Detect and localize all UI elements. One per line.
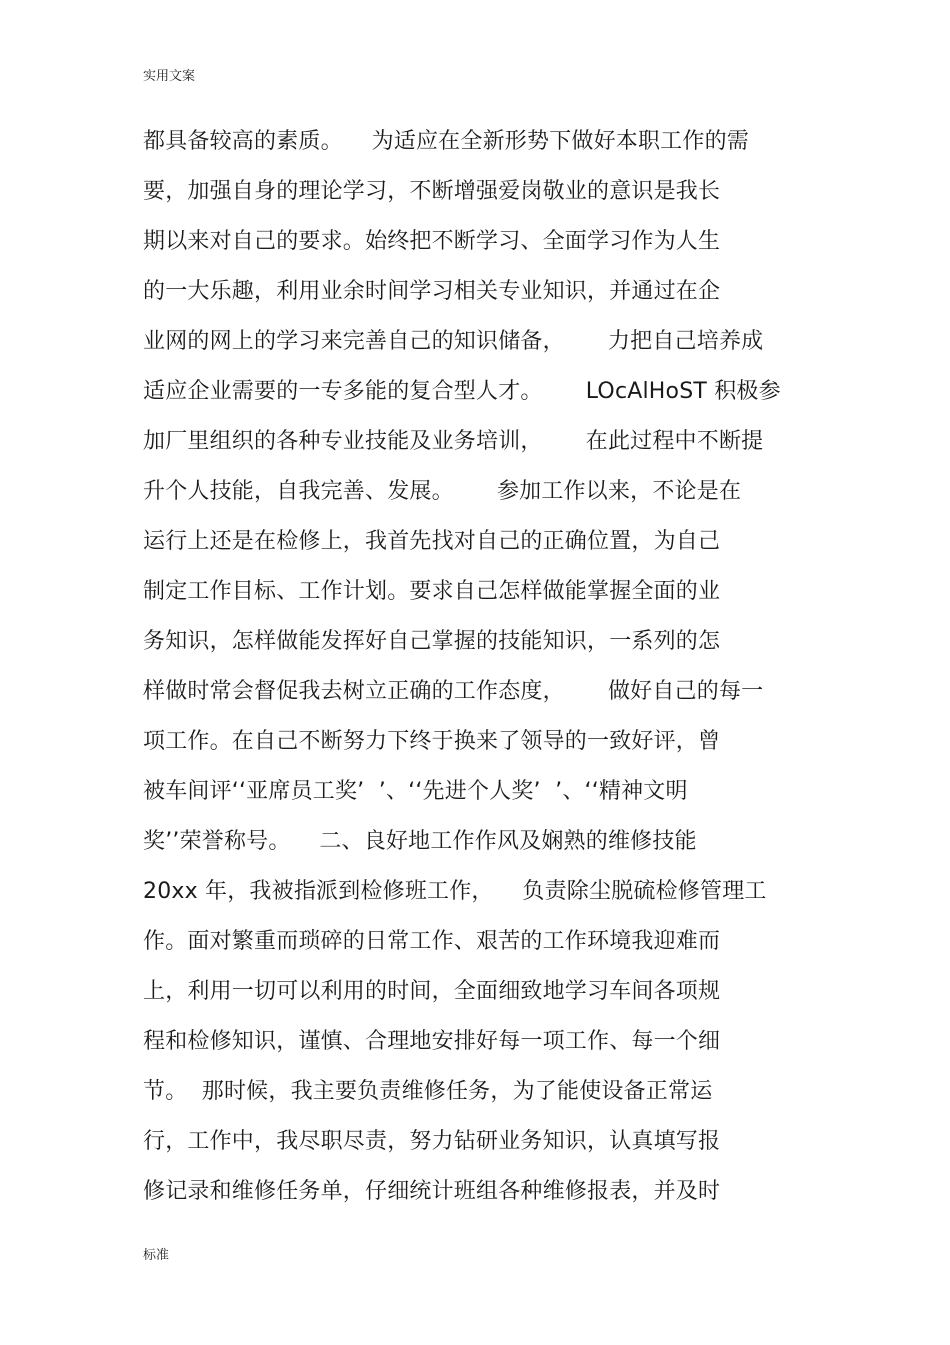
text-line: 要，加强自身的理论学习，不断增强爱岗敬业的意识是我长 — [143, 179, 721, 204]
text-line: 务知识，怎样做能发挥好自己掌握的技能知识，一系列的怎 — [143, 629, 721, 654]
text-line: 修记录和维修任务单，仔细统计班组各种维修报表，并及时 — [143, 1179, 721, 1204]
text-line: 都具备较高的素质。 为适应在全新形势下做好本职工作的需 — [143, 129, 749, 154]
text-line: 加厂里组织的各种专业技能及业务培训， 在此过程中不断提 — [143, 429, 764, 454]
text-line: 上，利用一切可以利用的时间，全面细致地学习车间各项规 — [143, 979, 721, 1004]
text-line: 制定工作目标、工作计划。要求自己怎样做能掌握全面的业 — [143, 579, 721, 604]
text-line: 奖’’荣誉称号。 二、良好地工作作风及娴熟的维修技能 — [143, 829, 697, 854]
page-footer: 标准 — [143, 1248, 170, 1263]
text-line: 样做时常会督促我去树立正确的工作态度， 做好自己的每一 — [143, 679, 764, 704]
text-line: 作。面对繁重而琐碎的日常工作、艰苦的工作环境我迎难而 — [143, 929, 721, 954]
text-line: 节。 那时候，我主要负责维修任务，为了能使设备正常运 — [143, 1079, 713, 1104]
text-line: 被车间评‘‘亚席员工奖’ ’、‘‘先进个人奖’ ’、‘‘精神文明 — [143, 779, 688, 804]
text-line: 升个人技能，自我完善、发展。 参加工作以来，不论是在 — [143, 479, 742, 504]
body-text — [143, 122, 843, 1222]
text-line: 20xx 年，我被指派到检修班工作， 负责除尘脱硫检修管理工 — [143, 879, 767, 904]
text-line: 的一大乐趣，利用业余时间学习相关专业知识，并通过在企 — [143, 279, 721, 304]
text-line: 运行上还是在检修上，我首先找对自己的正确位置，为自己 — [143, 529, 721, 554]
page-header: 实用文案 — [143, 69, 196, 84]
text-line: 项工作。在自己不断努力下终于换来了领导的一致好评，曾 — [143, 729, 721, 754]
text-line: 业网的网上的学习来完善自己的知识储备， 力把自己培养成 — [143, 329, 764, 354]
text-line: 期以来对自己的要求。始终把不断学习、全面学习作为人生 — [143, 229, 721, 254]
text-line: 适应企业需要的一专多能的复合型人才。 LOcAlHoST 积极参 — [143, 379, 781, 404]
text-line: 程和检修知识，谨慎、合理地安排好每一项工作、每一个细 — [143, 1029, 721, 1054]
text-line: 行，工作中，我尽职尽责，努力钻研业务知识，认真填写报 — [143, 1129, 721, 1154]
